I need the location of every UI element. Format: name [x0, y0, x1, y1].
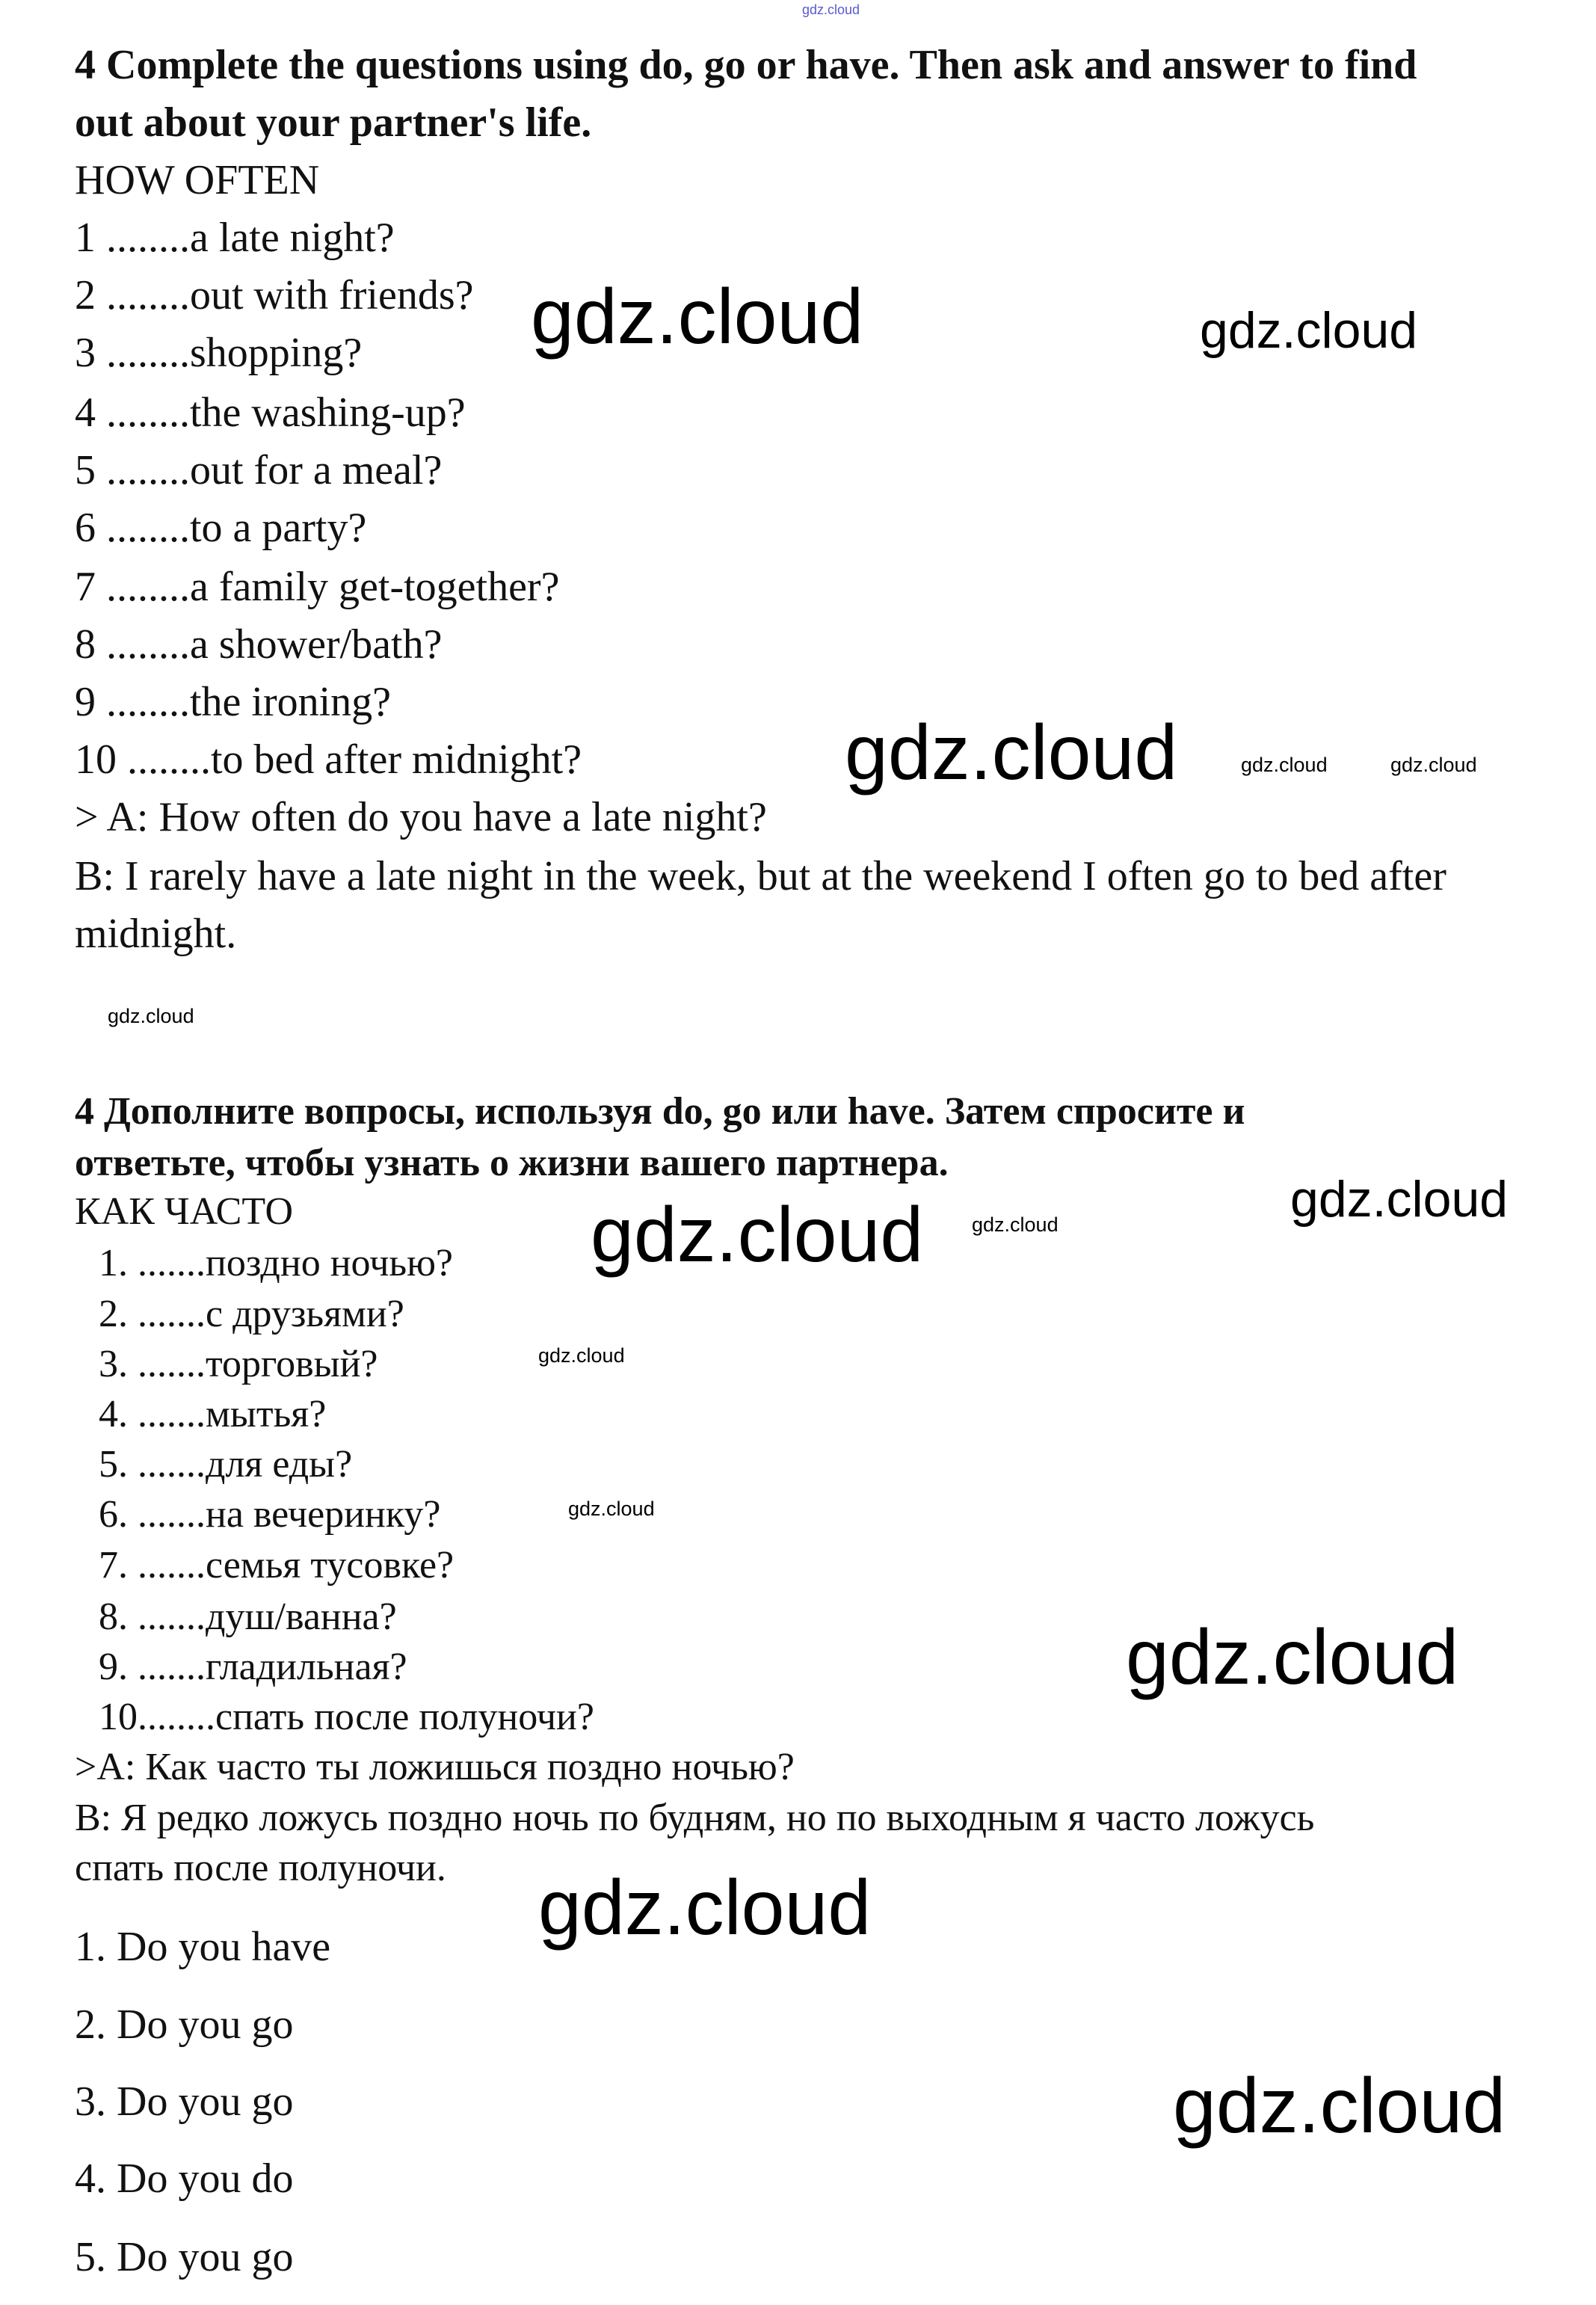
question-item: 8 ........a shower/bath? [75, 621, 443, 668]
question-item-translation: 2. .......с друзьями? [99, 1293, 404, 1335]
watermark: gdz.cloud [531, 274, 864, 360]
section-heading-translation: КАК ЧАСТО [75, 1190, 293, 1233]
exercise-title-translation: ответьте, чтобы узнать о жизни вашего партнера. [75, 1142, 949, 1184]
exercise-title: 4 Complete the questions using do, go or have. Then ask and answer to find [75, 42, 1417, 88]
question-item-translation: 7. .......семья тусовке? [99, 1544, 455, 1587]
answer-item: 3. Do you go [75, 2078, 294, 2125]
question-item: 10 ........to bed after midnight? [75, 736, 582, 783]
answer-item: 5. Do you go [75, 2234, 294, 2280]
watermark: gdz.cloud [108, 1005, 194, 1027]
question-item: 3 ........shopping? [75, 330, 363, 376]
example-answer: B: I rarely have a late night in the week, but at the weekend I often go to bed after [75, 853, 1446, 899]
watermark: gdz.cloud [1290, 1171, 1509, 1228]
question-item-translation: 10........спать после полуночи? [99, 1696, 594, 1738]
question-item-translation: 3. .......торговый? [99, 1343, 378, 1385]
question-item-translation: 8. .......душ/ванна? [99, 1595, 397, 1638]
watermark: gdz.cloud [538, 1344, 625, 1367]
question-item-translation: 1. .......поздно ночью? [99, 1242, 453, 1284]
answer-item: 4. Do you do [75, 2155, 294, 2202]
section-heading: HOW OFTEN [75, 157, 320, 203]
question-item: 5 ........out for a meal? [75, 447, 443, 493]
watermark: gdz.cloud [1241, 754, 1328, 776]
example-answer-translation: спать после полуночи. [75, 1847, 446, 1889]
example-question: > A: How often do you have a late night? [75, 794, 767, 840]
question-item: 7 ........a family get-together? [75, 564, 560, 610]
question-item: 4 ........the washing-up? [75, 390, 466, 436]
exercise-title-translation: 4 Дополните вопросы, используя do, go или have. Затем спросите и [75, 1090, 1245, 1133]
question-item: 1 ........a late night? [75, 215, 395, 261]
example-answer: midnight. [75, 911, 237, 957]
watermark: gdz.cloud [1173, 2063, 1506, 2149]
watermark: gdz.cloud [845, 710, 1178, 796]
question-item-translation: 4. .......мытья? [99, 1393, 327, 1435]
example-question-translation: >A: Как часто ты ложишься поздно ночью? [75, 1746, 795, 1788]
answer-item: 2. Do you go [75, 2001, 294, 2048]
watermark: gdz.cloud [1390, 754, 1477, 776]
question-item: 6 ........to a party? [75, 505, 367, 551]
question-item-translation: 6. .......на вечеринку? [99, 1493, 441, 1536]
example-answer-translation: B: Я редко ложусь поздно ночь по будням, но по выходным я часто ложусь [75, 1797, 1315, 1839]
question-item-translation: 9. .......гладильная? [99, 1646, 407, 1688]
question-item: 2 ........out with friends? [75, 272, 474, 318]
answer-item: 1. Do you have [75, 1924, 331, 1970]
question-item-translation: 5. .......для еды? [99, 1443, 353, 1486]
exercise-title: out about your partner's life. [75, 99, 592, 146]
watermark: gdz.cloud [591, 1192, 924, 1278]
watermark: gdz.cloud [568, 1498, 655, 1520]
watermark: gdz.cloud [1126, 1614, 1459, 1701]
watermark: gdz.cloud [538, 1865, 872, 1951]
watermark: gdz.cloud [1200, 302, 1418, 359]
watermark: gdz.cloud [972, 1213, 1059, 1236]
question-item: 9 ........the ironing? [75, 679, 392, 725]
watermark: gdz.cloud [802, 2, 860, 17]
